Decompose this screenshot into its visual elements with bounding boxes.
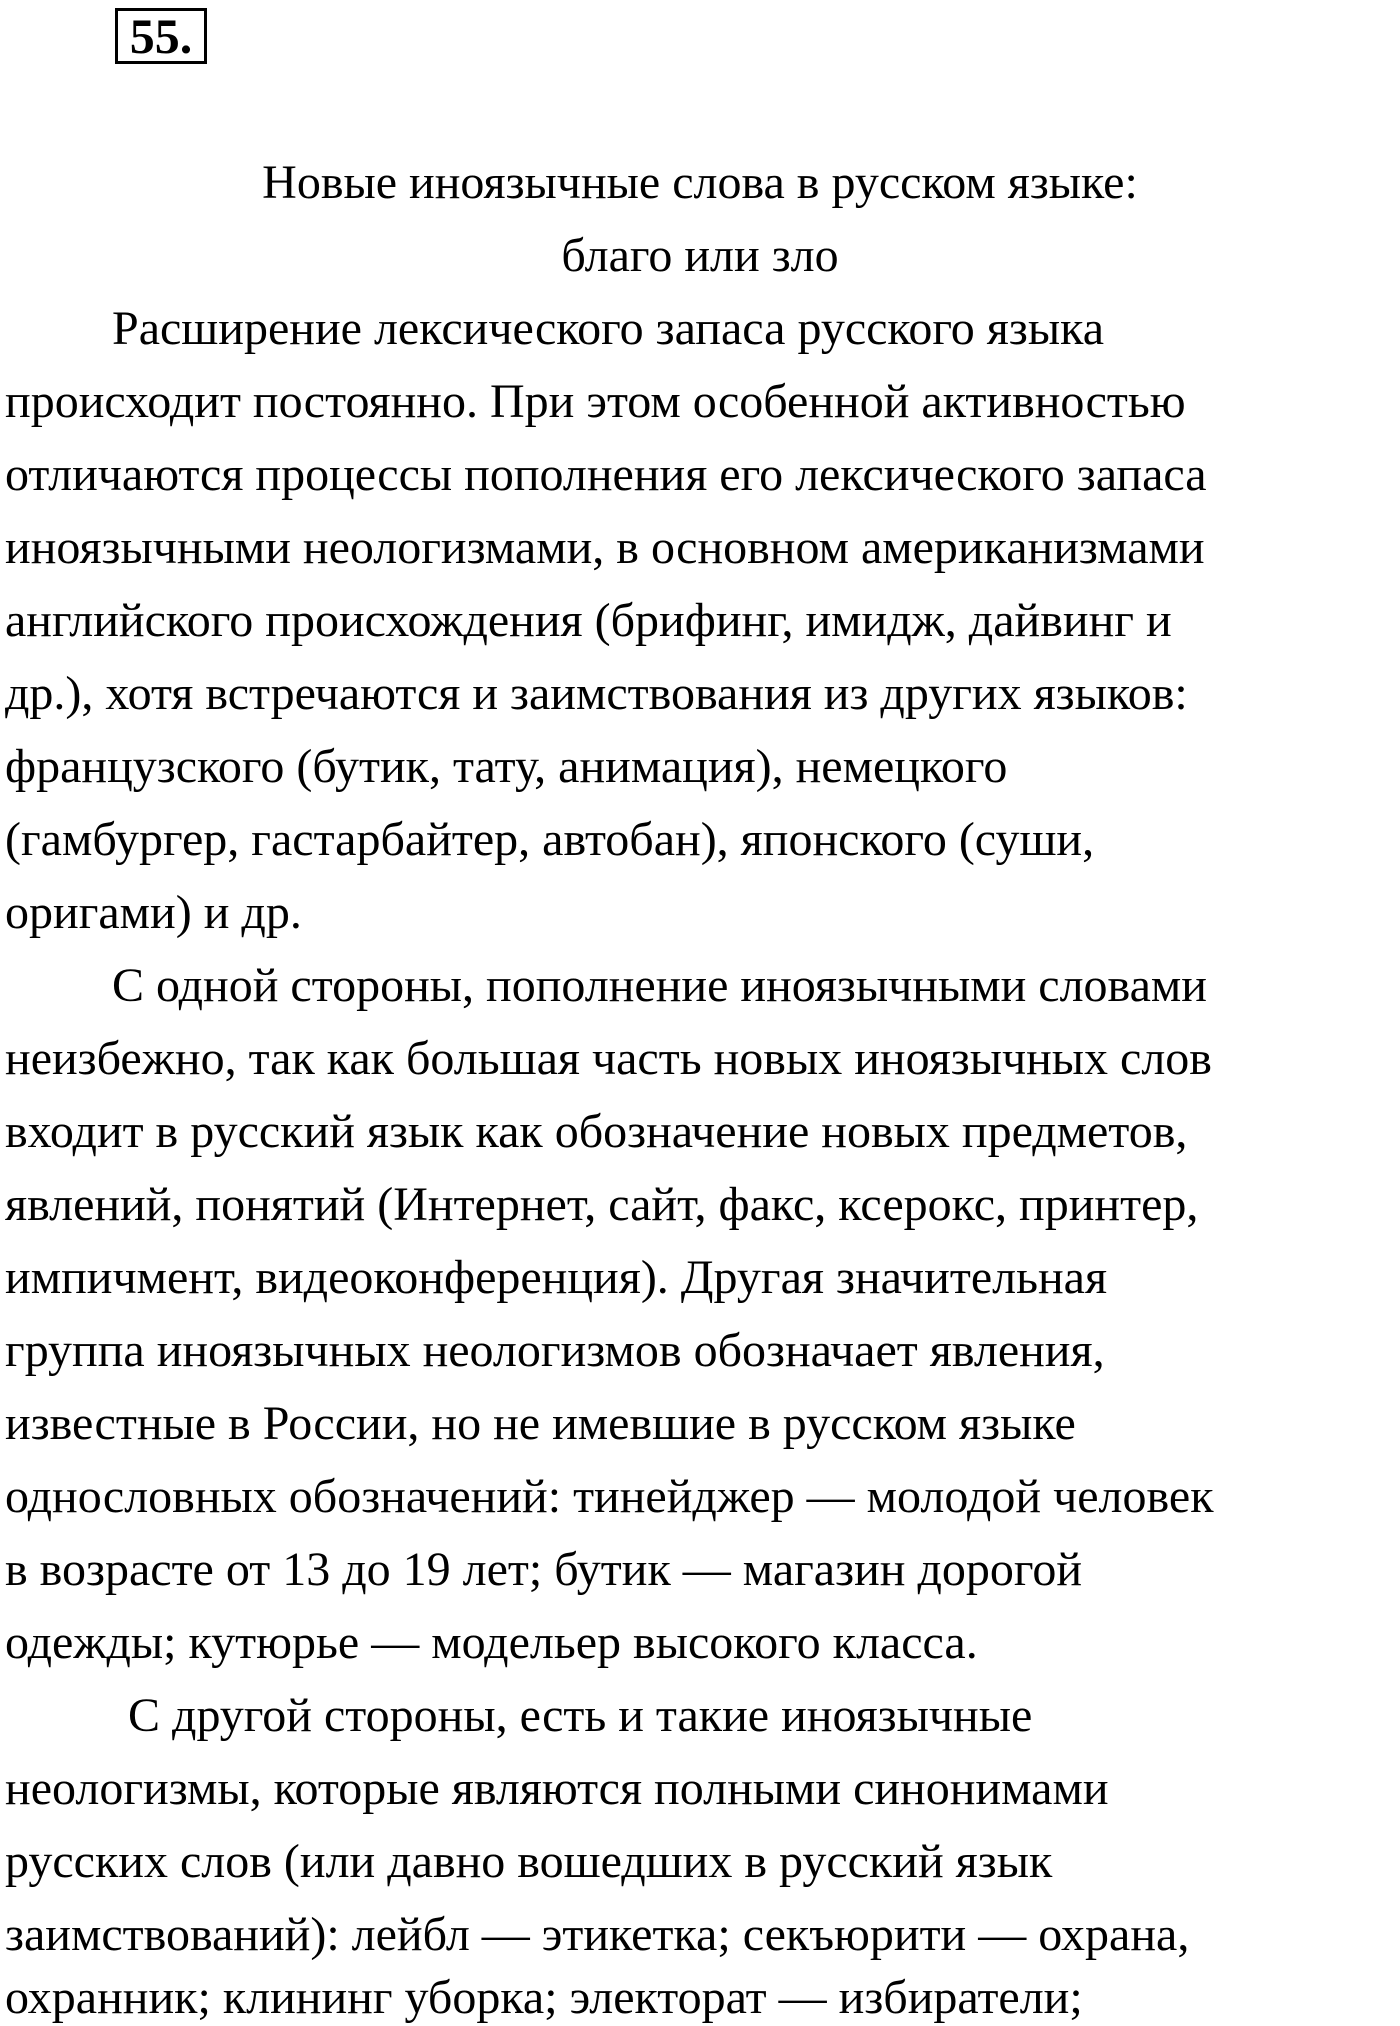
text-line: др.), хотя встречаются и заимствования из других языков: bbox=[5, 667, 1188, 720]
text-line: (гамбургер, гастарбайтер, автобан), японского (суши, bbox=[5, 813, 1095, 866]
text-line: оригами) и др. bbox=[5, 886, 302, 939]
text-line: одежды; кутюрье — модельер высокого класса. bbox=[5, 1616, 978, 1669]
text-line: английского происхождения (брифинг, имидж, дайвинг и bbox=[5, 594, 1172, 647]
text-line: происходит постоянно. При этом особенной активностью bbox=[5, 375, 1186, 428]
text-line: неизбежно, так как большая часть новых иноязычных слов bbox=[5, 1032, 1212, 1085]
text-line: явлений, понятий (Интернет, сайт, факс, ксерокс, принтер, bbox=[5, 1178, 1199, 1231]
text-line: русских слов (или давно вошедших в русский язык bbox=[5, 1835, 1053, 1888]
text-line: охранник; клининг уборка; электорат — избиратели; bbox=[5, 1971, 1083, 2024]
text-line: отличаются процессы пополнения его лексического запаса bbox=[5, 448, 1207, 501]
text-line: Расширение лексического запаса русского языка bbox=[112, 302, 1104, 355]
text-line: входит в русский язык как обозначение новых предметов, bbox=[5, 1105, 1188, 1158]
text-line: однословных обозначений: тинейджер — молодой человек bbox=[5, 1470, 1214, 1523]
text-line: заимствований): лейбл — этикетка; секъюрити — охрана, bbox=[5, 1908, 1190, 1961]
text-line: С одной стороны, пополнение иноязычными словами bbox=[112, 959, 1207, 1012]
text-line: французского (бутик, тату, анимация), немецкого bbox=[5, 740, 1008, 793]
exercise-number: 55. bbox=[115, 8, 207, 64]
text-line: известные в России, но не имевшие в русском языке bbox=[5, 1397, 1076, 1450]
text-line: С другой стороны, есть и такие иноязычные bbox=[128, 1689, 1033, 1742]
title-line-1: Новые иноязычные слова в русском языке: bbox=[262, 156, 1138, 209]
text-line: импичмент, видеоконференция). Другая значительная bbox=[5, 1251, 1108, 1304]
text-line: группа иноязычных неологизмов обозначает явления, bbox=[5, 1324, 1105, 1377]
title-line-2: благо или зло bbox=[561, 229, 839, 282]
text-line: иноязычными неологизмами, в основном американизмами bbox=[5, 521, 1205, 574]
text-line: в возрасте от 13 до 19 лет; бутик — магазин дорогой bbox=[5, 1543, 1083, 1596]
text-line: неологизмы, которые являются полными синонимами bbox=[5, 1762, 1109, 1815]
